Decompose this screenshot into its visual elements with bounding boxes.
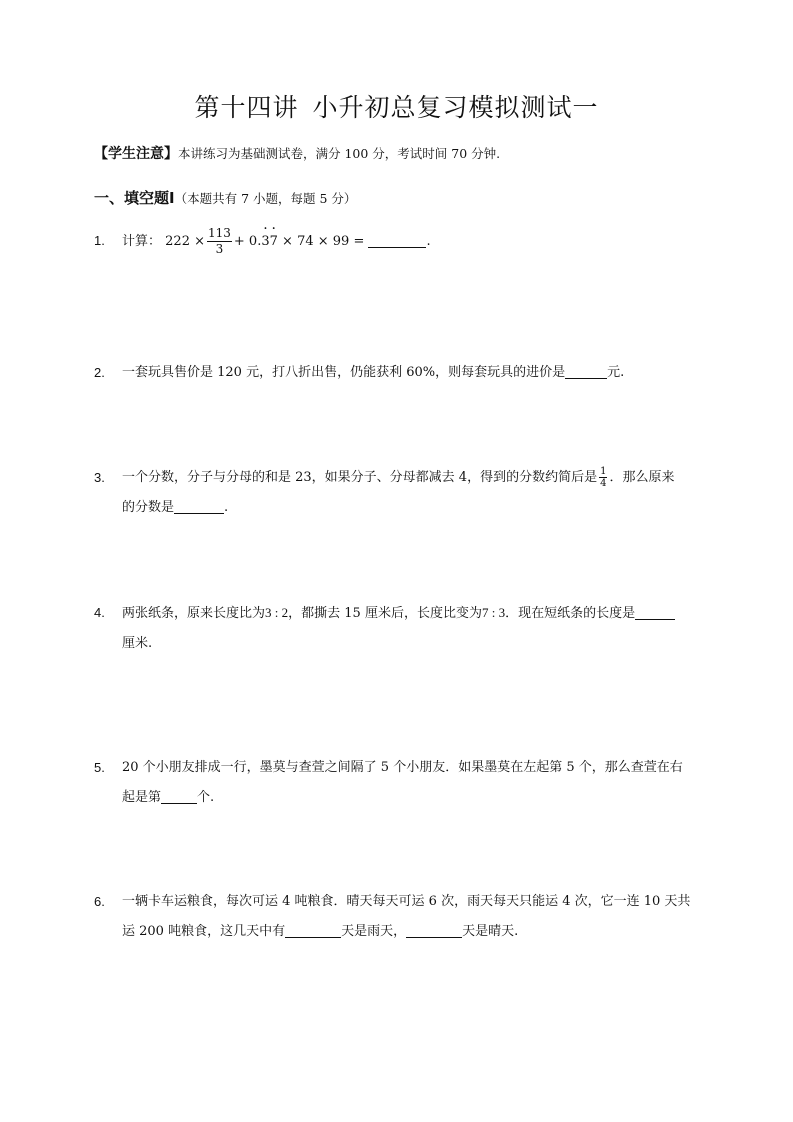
lecture-name: 小升初总复习模拟测试一 — [312, 93, 599, 122]
question-text: 20 个小朋友排成一行，墨莫与查萱之间隔了 5 个小朋友．如果墨莫在左起第 5 个，那么查萱在右 — [122, 760, 683, 775]
question-text: 天是晴天. — [462, 924, 519, 939]
question-text: . — [224, 500, 229, 515]
fraction-denominator: 3 — [215, 242, 224, 256]
question-suffix: . — [426, 234, 431, 249]
question-text: 一套玩具售价是 120 元，打八折出售，仍能获利 60%，则每套玩具的进价是 — [122, 365, 566, 380]
question-text: 天是雨天， — [341, 924, 407, 939]
question-body — [122, 226, 724, 257]
answer-blank[interactable] — [368, 231, 426, 248]
question-text: 元. — [607, 365, 625, 380]
fraction — [599, 466, 607, 489]
question-5 — [94, 753, 724, 813]
question-3 — [94, 463, 724, 523]
question-text: 一个分数，分子与分母的和是 23，如果分子、分母都减去 4，得到的分数约简后是 — [122, 470, 598, 485]
question-text: 厘米. — [122, 636, 153, 651]
repeating-digit: · 7 — [270, 227, 278, 257]
question-body — [122, 887, 724, 947]
question-number: 3. — [94, 470, 105, 485]
fraction-denominator: 4 — [600, 478, 607, 489]
answer-blank[interactable] — [635, 603, 675, 620]
answer-blank[interactable] — [406, 921, 462, 938]
question-body — [122, 358, 724, 388]
question-number: 4. — [94, 605, 105, 620]
ratio: 3 : 2 — [265, 605, 289, 620]
notice-label: 【学生注意】 — [94, 146, 178, 162]
lecture-number: 第十四讲 — [194, 93, 299, 122]
question-body — [122, 463, 724, 523]
answer-blank[interactable] — [161, 787, 197, 804]
question-text: ，都撕去 15 厘米后，长度比变为 — [288, 606, 482, 621]
notice-text: 本讲练习为基础测试卷，满分 100 分，考试时间 70 分钟. — [178, 146, 501, 161]
answer-blank[interactable] — [174, 497, 224, 514]
question-2 — [94, 358, 724, 388]
expression-part: + 0. — [233, 234, 262, 249]
expression-part: × 74 × 99 = — [282, 234, 365, 249]
question-6 — [94, 887, 724, 947]
section-heading — [94, 187, 356, 208]
question-text: 运 200 吨粮食，这几天中有 — [122, 924, 286, 939]
question-number: 2. — [94, 365, 105, 380]
question-text: ．现在短纸条的长度是 — [505, 606, 636, 621]
question-body — [122, 598, 724, 659]
section-title: 一、填空题Ⅰ — [94, 189, 175, 207]
repeating-digit: · 3 — [261, 227, 269, 257]
fraction-numerator: 113 — [208, 226, 231, 240]
section-note: （本题共有 7 小题，每题 5 分） — [174, 191, 357, 206]
question-body — [122, 753, 724, 813]
question-1 — [94, 226, 724, 257]
question-text: 一辆卡车运粮食，每次可运 4 吨粮食．晴天每天可运 6 次，雨天每天只能运 4 次，它一连 10 天共 — [122, 894, 691, 909]
question-text: 起是第 — [122, 790, 162, 805]
answer-blank[interactable] — [565, 362, 607, 379]
fraction-numerator: 1 — [600, 466, 607, 477]
question-text: 的分数是 — [122, 500, 175, 515]
fraction — [207, 226, 232, 257]
page-title — [0, 88, 793, 124]
question-text: 两张纸条，原来长度比为 — [122, 606, 266, 621]
expression-part: 222 × — [165, 234, 205, 249]
answer-blank[interactable] — [285, 921, 341, 938]
question-number: 5. — [94, 760, 105, 775]
student-notice — [94, 144, 500, 164]
ratio: 7 : 3 — [481, 605, 506, 620]
question-text: ．那么原来 — [609, 470, 675, 485]
question-text: 个. — [197, 790, 215, 805]
question-number: 6. — [94, 894, 105, 909]
question-4 — [94, 598, 724, 659]
question-prefix: 计算： — [122, 234, 162, 249]
question-number: 1. — [94, 233, 105, 248]
